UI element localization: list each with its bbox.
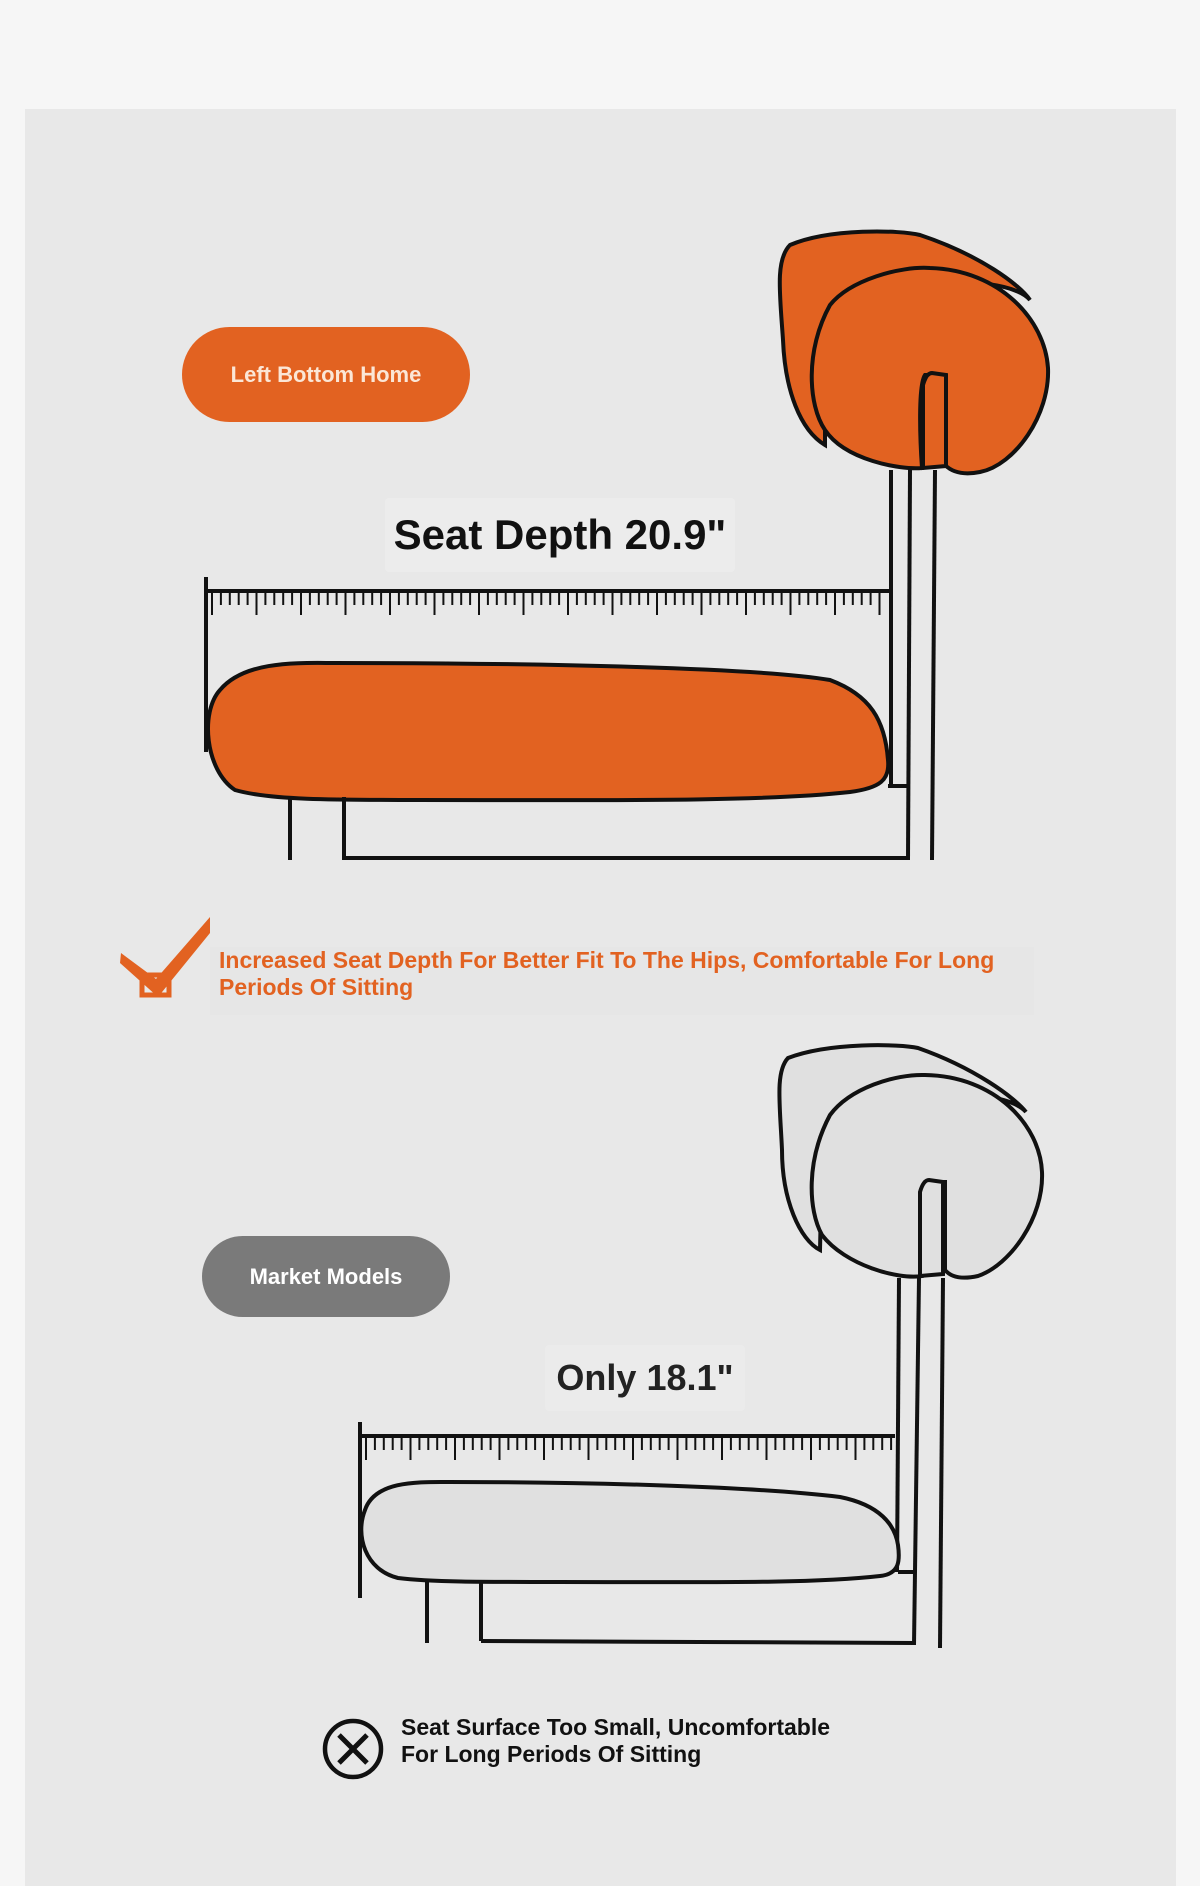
our-model-badge — [182, 327, 470, 422]
drawback-line-1: Seat Surface Too Small, Uncomfortable — [401, 1714, 831, 1740]
seat-depth-measurement — [385, 498, 735, 572]
seat-depth-text: Seat Depth 20.9" — [393, 511, 727, 558]
benefit-line-2: Periods Of Sitting — [219, 974, 414, 1000]
market-seat-depth-measurement — [545, 1345, 745, 1411]
benefit-line-1: Increased Seat Depth For Better Fit To The Hips, Comfortable For Long — [219, 947, 995, 973]
market-seat-depth-text: Only 18.1" — [556, 1357, 734, 1398]
drawback-line-2: For Long Periods Of Sitting — [401, 1741, 702, 1767]
market-model-label: Market Models — [249, 1263, 403, 1289]
market-model-badge — [202, 1236, 450, 1317]
close-circle-icon — [321, 1717, 385, 1781]
checkmark-icon — [118, 915, 214, 1001]
our-model-label: Left Bottom Home — [230, 361, 422, 387]
drawback-note — [395, 1714, 891, 1782]
benefit-note — [210, 947, 1034, 1015]
